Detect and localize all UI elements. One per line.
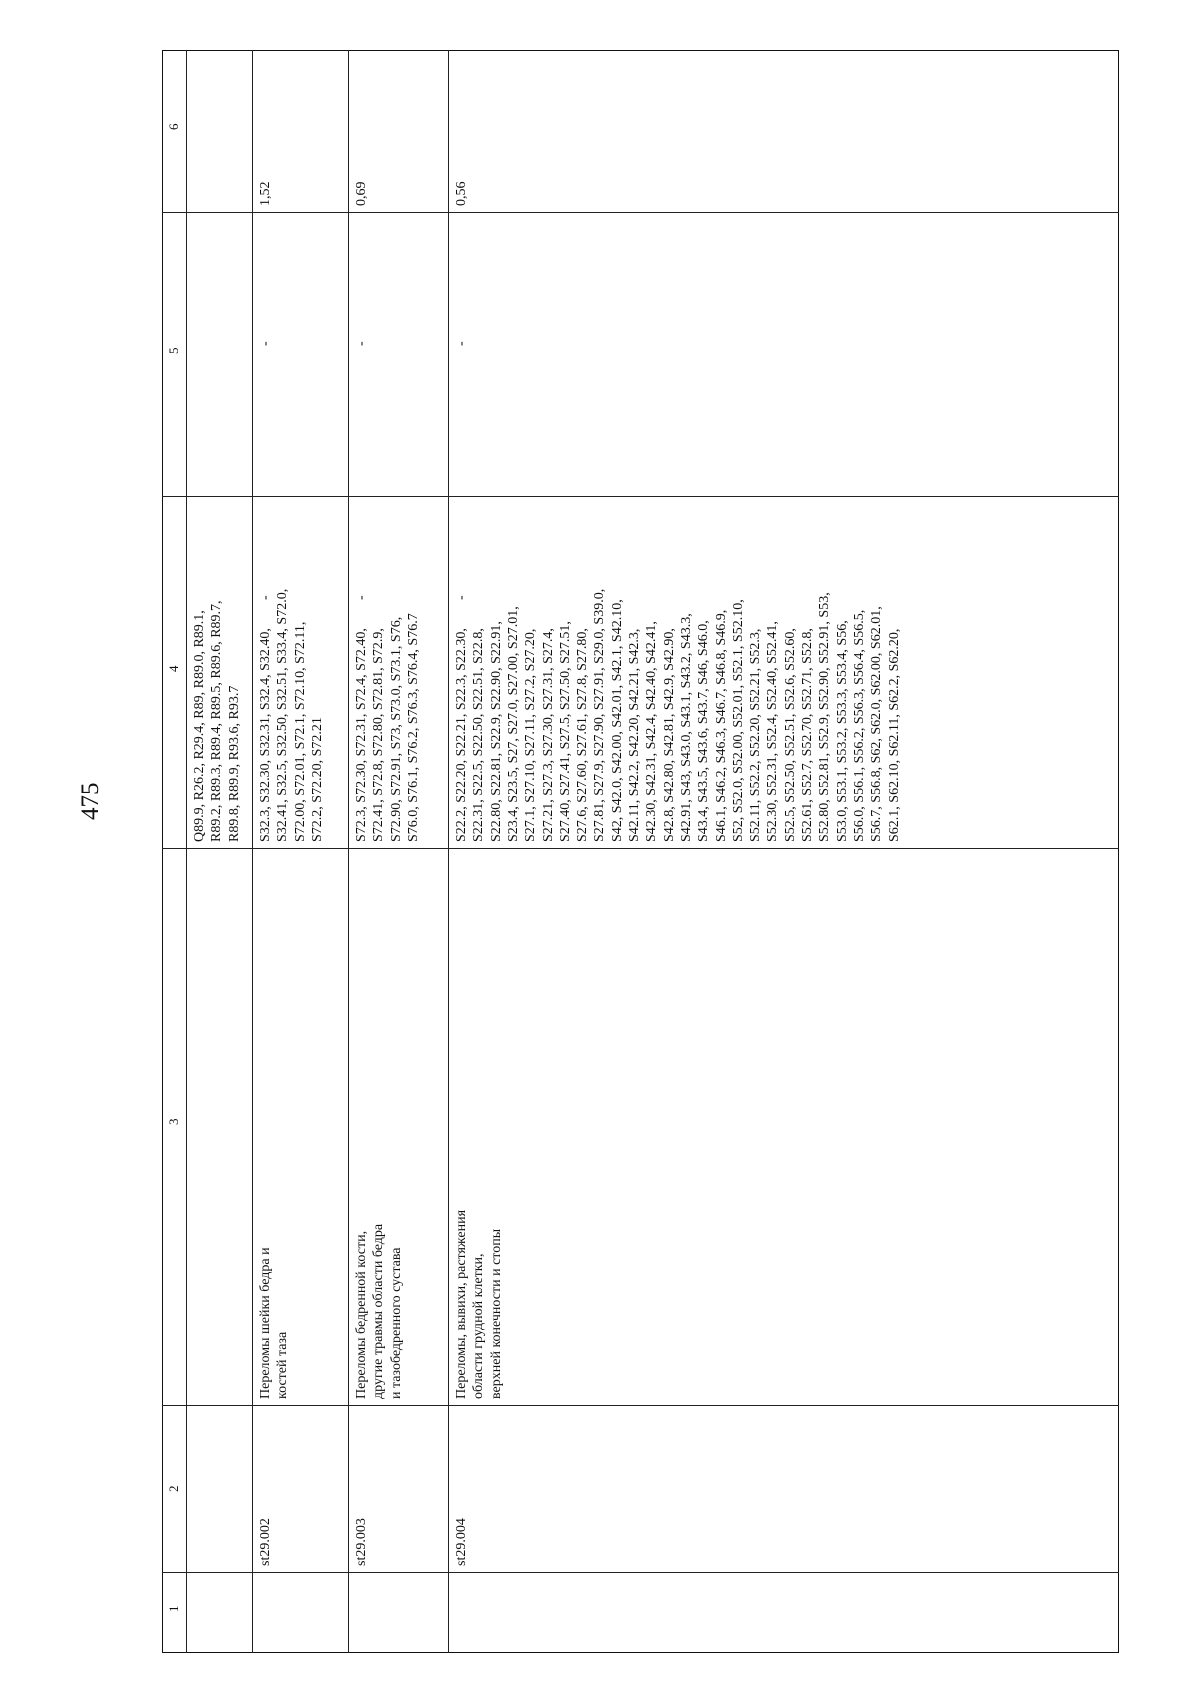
- icd-code-line: S72.90, S72.91, S73, S73.0, S73.1, S76,: [388, 616, 404, 842]
- column-4-value: -: [454, 595, 469, 600]
- row-code: st29.004: [454, 1518, 469, 1566]
- tariff-table: [162, 50, 1119, 1653]
- icd-code-line: S42.11, S42.2, S42.20, S42.21, S42.3,: [627, 628, 642, 842]
- column-number-2: 2: [166, 1485, 181, 1492]
- icd-code-line: S56.0, S56.1, S56.2, S56.3, S56.4, S56.5,: [851, 609, 867, 842]
- row-name-line: верхней конечности и стопы: [488, 1228, 504, 1399]
- coefficient-value: 0,69: [354, 181, 369, 206]
- icd-code-line: S72.3, S72.30, S72.31, S72.4, S72.40,: [354, 628, 369, 842]
- coefficient-value: 0,56: [454, 181, 469, 206]
- icd-code-line: S46.1, S46.2, S46.3, S46.7, S46.8, S46.9,: [713, 609, 729, 842]
- icd-code-line: S42.8, S42.80, S42.81, S42.9, S42.90,: [661, 628, 677, 842]
- icd-code-line: S52.11, S52.2, S52.20, S52.21, S52.3,: [748, 628, 764, 842]
- column-divider: [162, 496, 1119, 497]
- column-divider: [162, 212, 1119, 213]
- icd-code-line: S42, S42.0, S42.00, S42.01, S42.1, S42.10,: [609, 599, 625, 842]
- column-number-4: 4: [166, 665, 181, 672]
- icd-code-line: S72.2, S72.20, S72.21: [309, 717, 325, 842]
- icd-code-line: S27.6, S27.60, S27.61, S27.8, S27.80,: [575, 628, 591, 842]
- row-name-line: Переломы шейки бедра и: [258, 1247, 273, 1399]
- column-4-value: -: [258, 595, 273, 600]
- icd-code-line: Q89.9, R26.2, R29.4, R89, R89.0, R89.1,: [192, 610, 207, 842]
- icd-code-line: S27.1, S27.10, S27.11, S27.2, S27.20,: [523, 628, 539, 842]
- icd-code-line: S27.21, S27.3, S27.30, S27.31, S27.4,: [540, 628, 556, 842]
- column-divider: [162, 1572, 1119, 1573]
- icd-code-line: S22.2, S22.20, S22.21, S22.3, S22.30,: [454, 628, 469, 842]
- column-5-value: -: [454, 341, 469, 346]
- row-divider: [348, 50, 349, 1653]
- icd-code-line: S42.30, S42.31, S42.4, S42.40, S42.41,: [644, 621, 660, 842]
- column-4-value: -: [354, 595, 369, 600]
- icd-code-line: S72.00, S72.01, S72.1, S72.10, S72.11,: [292, 621, 308, 842]
- icd-code-line: S32.41, S32.5, S32.50, S32.51, S33.4, S72.0,: [275, 588, 291, 842]
- icd-code-line: S27.81, S27.9, S27.90, S27.91, S29.0, S39.0,: [592, 588, 608, 842]
- icd-code-line: S43.4, S43.5, S43.6, S43.7, S46, S46.0,: [696, 620, 712, 842]
- icd-code-line: S62.1, S62.10, S62.11, S62.2, S62.20,: [886, 628, 902, 842]
- icd-code-line: S52.5, S52.50, S52.51, S52.6, S52.60,: [782, 628, 798, 842]
- icd-code-line: S22.31, S22.5, S22.50, S22.51, S22.8,: [471, 628, 487, 842]
- icd-code-line: S72.41, S72.8, S72.80, S72.81, S72.9,: [371, 628, 387, 842]
- icd-code-line: S22.80, S22.81, S22.9, S22.90, S22.91,: [488, 621, 504, 842]
- row-code: st29.002: [258, 1518, 273, 1566]
- column-divider: [162, 848, 1119, 849]
- icd-code-line: S52.80, S52.81, S52.9, S52.90, S52.91, S53,: [817, 592, 833, 842]
- column-5-value: -: [354, 341, 369, 346]
- column-divider: [162, 1405, 1119, 1406]
- icd-code-line: R89.2, R89.3, R89.4, R89.5, R89.6, R89.7,: [209, 600, 225, 842]
- column-5-value: -: [258, 341, 273, 346]
- column-number-6: 6: [166, 123, 181, 130]
- row-divider: [448, 50, 449, 1653]
- row-name-line: другие травмы области бедра: [371, 1223, 387, 1399]
- page-number: 475: [77, 782, 104, 820]
- row-name-line: области грудной клетки,: [471, 1253, 487, 1399]
- row-code: st29.003: [354, 1518, 369, 1566]
- column-number-5: 5: [166, 347, 181, 354]
- row-name-line: костей таза: [275, 1331, 291, 1399]
- icd-code-line: S56.7, S56.8, S62, S62.0, S62.00, S62.01,: [869, 606, 885, 842]
- icd-code-line: S76.0, S76.1, S76.2, S76.3, S76.4, S76.7: [405, 613, 421, 842]
- icd-code-line: S52.61, S52.7, S52.70, S52.71, S52.8,: [800, 628, 815, 842]
- icd-code-line: S42.91, S43, S43.0, S43.1, S43.2, S43.3,: [678, 613, 694, 842]
- icd-code-line: R89.8, R89.9, R93.6, R93.7: [226, 685, 242, 842]
- icd-code-line: S52.30, S52.31, S52.4, S52.40, S52.41,: [765, 621, 781, 842]
- row-divider: [252, 50, 253, 1653]
- icd-code-line: S32.3, S32.30, S32.31, S32.4, S32.40,: [258, 628, 273, 842]
- column-number-3: 3: [166, 1118, 181, 1125]
- icd-code-line: S52, S52.0, S52.00, S52.01, S52.1, S52.10,: [730, 599, 746, 842]
- icd-code-line: S27.40, S27.41, S27.5, S27.50, S27.51,: [557, 621, 573, 842]
- row-name-line: Переломы, вывихи, растяжения: [454, 1209, 469, 1399]
- coefficient-value: 1,52: [258, 181, 273, 206]
- row-name-line: и тазобедренного сустава: [388, 1247, 404, 1399]
- icd-code-line: S23.4, S23.5, S27, S27.0, S27.00, S27.01,: [505, 606, 521, 842]
- column-number-1: 1: [166, 1605, 181, 1612]
- row-divider: [186, 50, 187, 1653]
- icd-code-line: S53.0, S53.1, S53.2, S53.3, S53.4, S56,: [834, 620, 850, 842]
- row-name-line: Переломы бедренной кости,: [354, 1230, 369, 1399]
